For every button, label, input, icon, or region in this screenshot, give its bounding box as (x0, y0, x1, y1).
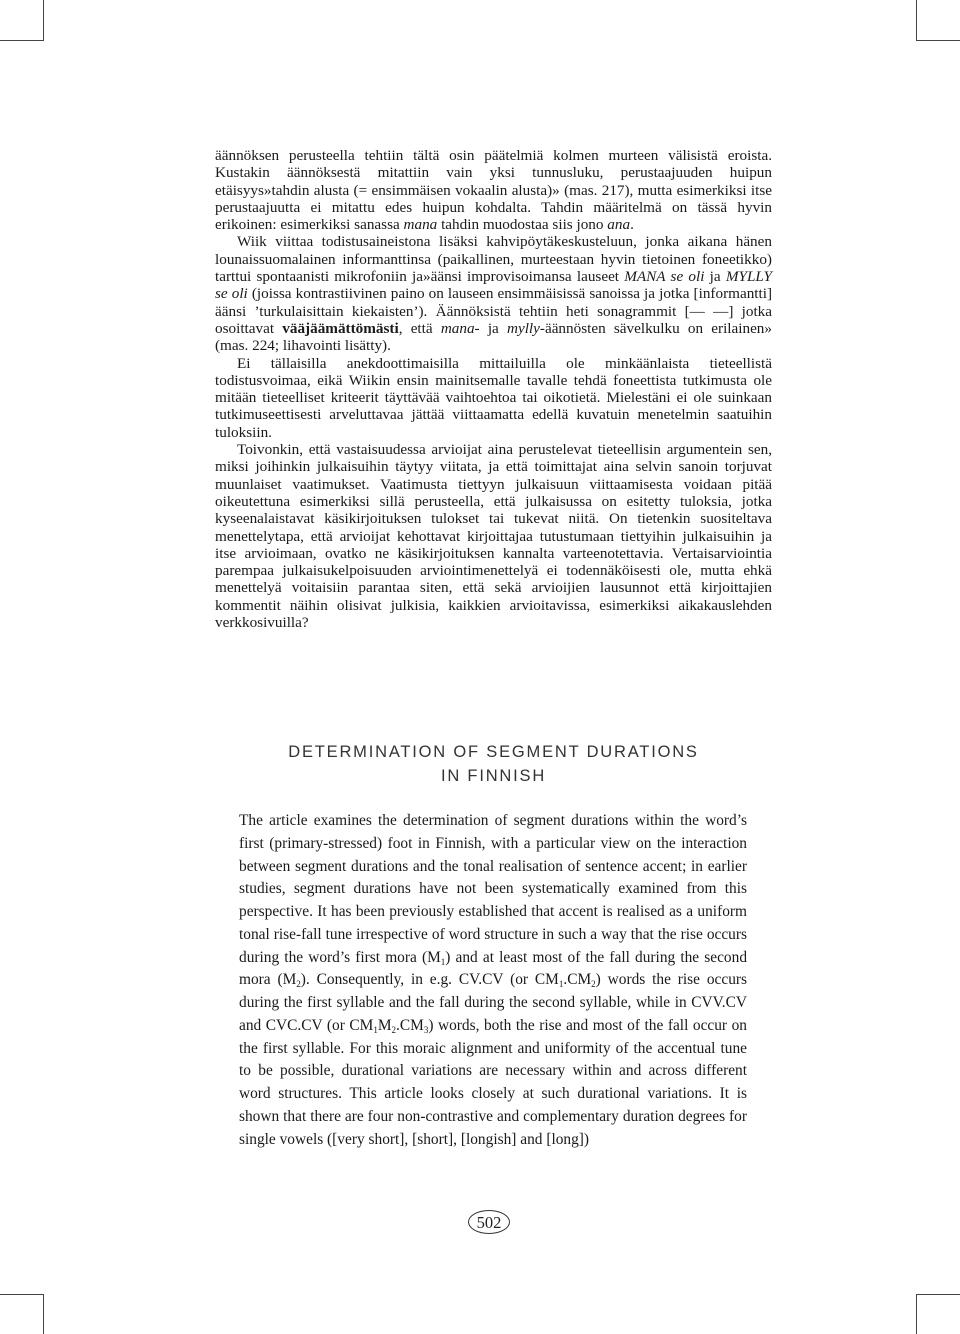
subscript: 2 (391, 1024, 396, 1035)
italic-term-mylly: mylly (507, 319, 540, 337)
abstract-title-line-1: DETERMINATION OF SEGMENT DURATIONS (288, 743, 699, 761)
text-run: ja (704, 268, 726, 286)
text-run: ) words the rise occurs during the first syllable and the fall during the second syllable, while in CVV.CV and CVC.CV (or CM (239, 971, 748, 1034)
text-run: ) and at least most of the fall during the second mora (M (239, 948, 748, 989)
text-run: .CM (396, 1016, 424, 1034)
paragraph-1 (215, 147, 772, 233)
abstract-body (239, 810, 747, 1151)
text-run: ). Consequently, in e.g. CV.CV (or CM (300, 971, 559, 989)
subscript: 1 (373, 1024, 378, 1035)
subscript: 2 (296, 979, 301, 990)
abstract-title (215, 740, 772, 788)
crop-mark-bottom-left-vertical (43, 1294, 44, 1334)
finnish-text-block (215, 147, 772, 631)
crop-mark-bottom-left-horizontal (0, 1294, 44, 1295)
italic-sentence-mylly: MYLLY se oli (215, 268, 772, 303)
text-run: (joissa kontrastiivinen paino on lauseen ensimmäisissä sanoissa ja jotka [informantti] äänsi ’turkulaisittain kiekaisten’). Äännöksistä tehtiin heti sonagrammit [— —] jotka osoittavat (215, 285, 773, 337)
text-run: M (377, 1016, 392, 1034)
text-run: Wiik viittaa todistusaineistona lisäksi kahvipöytäkeskusteluun, jonka aikana hänen lounaissuomalainen informanttinsa (paikallinen, murteestaan hyvin tietoinen foneetikko) tarttui spontaanisti mikrofoniin ja»äänsi improvisoimansa lauseet (215, 233, 772, 286)
crop-mark-top-left-vertical (43, 0, 44, 40)
crop-mark-top-left-horizontal (0, 40, 44, 41)
text-run: äännöksen perusteella tehtiin tältä osin päätelmiä kolmen murteen välisistä eroista. Kustakin äännöksestä mitattiin vain yksi tunnusluku, perustaajuuden huipun etäisyys»tahdin alusta (= ensimmäisen vokaalin alusta)» (mas. 217), mutta esimerkiksi itse perustaajuutta ei mitattu edes huipun kohdalta. Tahdin määritelmä on tässä hyvin erikoinen: esimerkiksi sanassa (215, 147, 772, 234)
subscript: 1 (558, 979, 564, 990)
text-run: -äännösten sävelkulku on erilainen» (mas. 224; lihavointi lisätty). (215, 319, 772, 355)
abstract-title-line-2: IN FINNISH (440, 767, 547, 785)
crop-mark-top-right-vertical (916, 0, 917, 40)
text-run: ja (479, 319, 507, 337)
text-run: , että (398, 319, 441, 337)
crop-mark-top-right-horizontal (916, 40, 960, 41)
italic-term-ana: ana (607, 216, 631, 234)
bold-term: vääjäämättömästi (282, 319, 399, 337)
italic-term-mana: mana (403, 216, 438, 234)
paragraph-3: Ei tällaisilla anekdoottimaisilla mittailuilla ole minkäänlaista tieteellistä todistusvoimaa, eikä Wiikin ensin mainitsemalle tavalle tehdä foneettista tutkimusta ole mitään tieteelliset kriteerit täyttävää vaihtoehtoa tai oikotietä. Mielestäni ei ole suinkaan tutkimuseettisesti arveluttavaa jättää viittaamatta edellä kuvatuin menetelmin saatuihin tuloksiin. (215, 354, 772, 441)
text-run: The article examines the determination of segment durations within the word’s first (primary-stressed) foot in Finnish, with a particular view on the interaction between segment durations and the tonal realisation of sentence accent; in earlier studies, segment durations have not been systematically examined from this perspective. It has been previously established that accent is realised as a uniform tonal rise-fall tune irrespective of word structure in such a way that the rise occurs during the word’s first mora (M (239, 812, 747, 966)
subscript: 1 (440, 956, 446, 967)
page-number: 502 (468, 1210, 510, 1234)
paragraph-4: Toivonkin, että vastaisuudessa arvioijat aina perustelevat tieteellisin argumentein sen, miksi joihinkin julkaisuihin täytyy viitata, ja että toimittajat aina selvin sanoin torjuvat muunlaiset vaatimukset. Vaatimusta tiettyyn julkaisuun viittaamisesta voidaan pitää oikeutettuna esimerkiksi sillä perusteella, että julkaisussa on esitetty tuloksia, jotka kyseenalaistavat käsikirjoituksen tulokset tai tukevat niitä. On tietenkin suositeltava menettelytapa, että arvioijat kehottavat kirjoittajaa tutustumaan tiettyihin julkaisuihin ja itse arvioimaan, ovatko ne käsikirjoituksen kannalta varteenotettavia. Vertaisarviointia parempaa julkaisukelpoisuuden arviointimenettelyä ei todennäköisesti ole, mutta ehkä menettelyä voitaisiin parantaa siten, että sekä arvioijien lausunnot että kirjoittajien kommentit näihin olisivat julkisia, kaikkien arvioitavissa, esimerkiksi aikakauslehden verkkosivuilla? (215, 441, 772, 632)
subscript: 2 (591, 979, 596, 990)
crop-mark-bottom-right-horizontal (916, 1294, 960, 1295)
paragraph-2 (215, 233, 772, 354)
text-run: tahdin muodostaa siis jono (437, 216, 608, 234)
text-run: ) words, both the rise and most of the fall occur on the first syllable. For this moraic alignment and uniformity of the accentual tune to be possible, durational variations are necessary within and across different word structures. This article looks closely at such durational variations. It is shown that there are four non-contrastive and complementary duration degrees for single vowels ([very short], [short], [longish] and [long]) (239, 1016, 747, 1148)
italic-term-mana-dash: mana- (440, 319, 480, 337)
crop-mark-bottom-right-vertical (916, 1294, 917, 1334)
subscript: 3 (423, 1024, 429, 1035)
text-run: .CM (563, 971, 592, 989)
italic-sentence-mana: MANA se oli (624, 268, 705, 286)
text-run: . (630, 216, 634, 234)
